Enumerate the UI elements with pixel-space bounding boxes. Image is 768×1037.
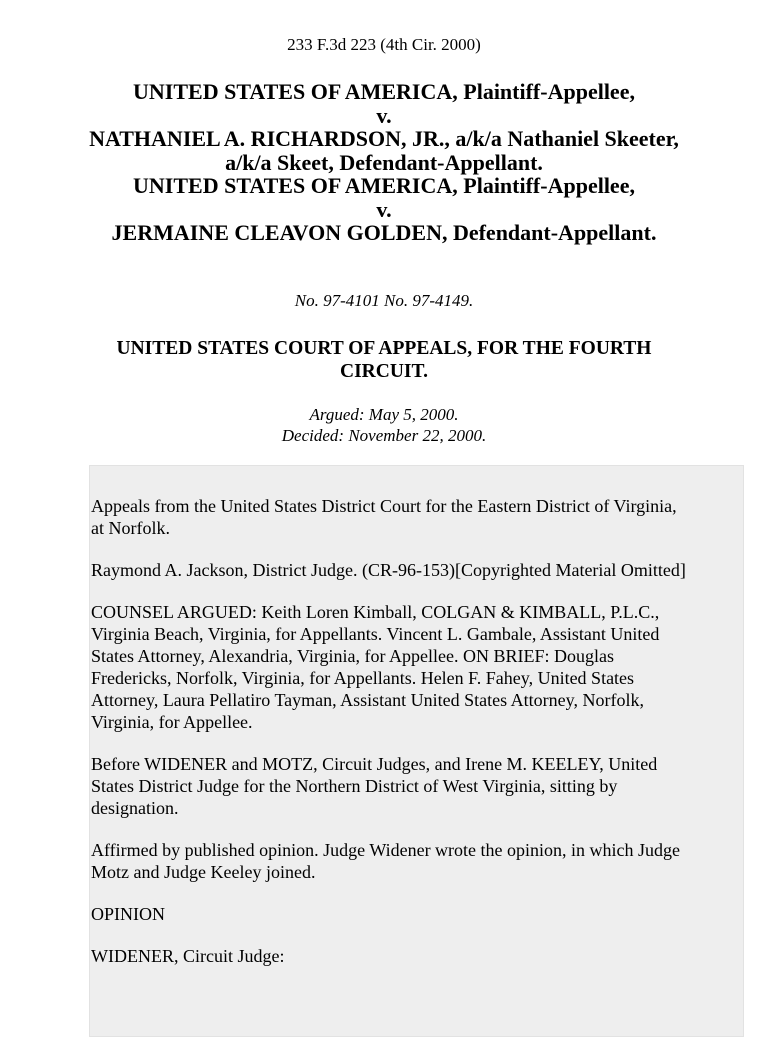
docket-numbers: No. 97-4101 No. 97-4149. [294,291,474,310]
paragraph-counsel: COUNSEL ARGUED: Keith Loren Kimball, COLGAN & KIMBALL, P.L.C., Virginia Beach, Virginia, for Appellants. Vincent L. Gambale, Assistant United States Attorney, Alexandria, Virginia, for Appellee. ON BRIEF: Douglas Fredericks, Norfolk, Virginia, for Appellants. Helen F. Fahey, United States Attorney, Laura Pellatiro Tayman, Assistant United States Attorney, Norfolk, Virginia, for Appellee. [91,602,660,732]
paragraph-disposition: Affirmed by published opinion. Judge Widener wrote the opinion, in which Judge Motz and Judge Keeley joined. [91,840,681,882]
paragraph-district-judge: Raymond A. Jackson, District Judge. (CR-96-153)[Copyrighted Material Omitted] [91,560,686,580]
court-line: CIRCUIT. [340,361,428,382]
caption-line: NATHANIEL A. RICHARDSON, JR., a/k/a Nathaniel Skeeter, [89,126,679,151]
paragraph-panel: Before WIDENER and MOTZ, Circuit Judges, and Irene M. KEELEY, United States District Judge for the Northern District of West Virginia, sitting by designation. [91,754,658,818]
paragraph-appeal-origin: Appeals from the United States District Court for the Eastern District of Virginia, at Norfolk. [91,496,677,538]
caption-line: v. [376,196,392,222]
caption-line: JERMAINE CLEAVON GOLDEN, Defendant-Appellant. [111,220,657,245]
opinion-author: WIDENER, Circuit Judge: [91,946,285,966]
case-caption [0,80,768,245]
argued-date: Argued: May 5, 2000. [309,405,459,424]
caption-line: UNITED STATES OF AMERICA, Plaintiff-Appellee, [133,173,635,198]
decided-date: Decided: November 22, 2000. [281,426,487,445]
case-dates [0,404,768,446]
opinion-content-box [89,465,744,1037]
court-name [0,337,768,383]
caption-line: v. [376,102,392,128]
court-line: UNITED STATES COURT OF APPEALS, FOR THE FOURTH [116,338,652,359]
case-citation: 233 F.3d 223 (4th Cir. 2000) [287,35,481,54]
caption-line: UNITED STATES OF AMERICA, Plaintiff-Appellee, [133,79,635,104]
caption-line: a/k/a Skeet, Defendant-Appellant. [225,149,543,175]
opinion-heading: OPINION [91,904,165,924]
